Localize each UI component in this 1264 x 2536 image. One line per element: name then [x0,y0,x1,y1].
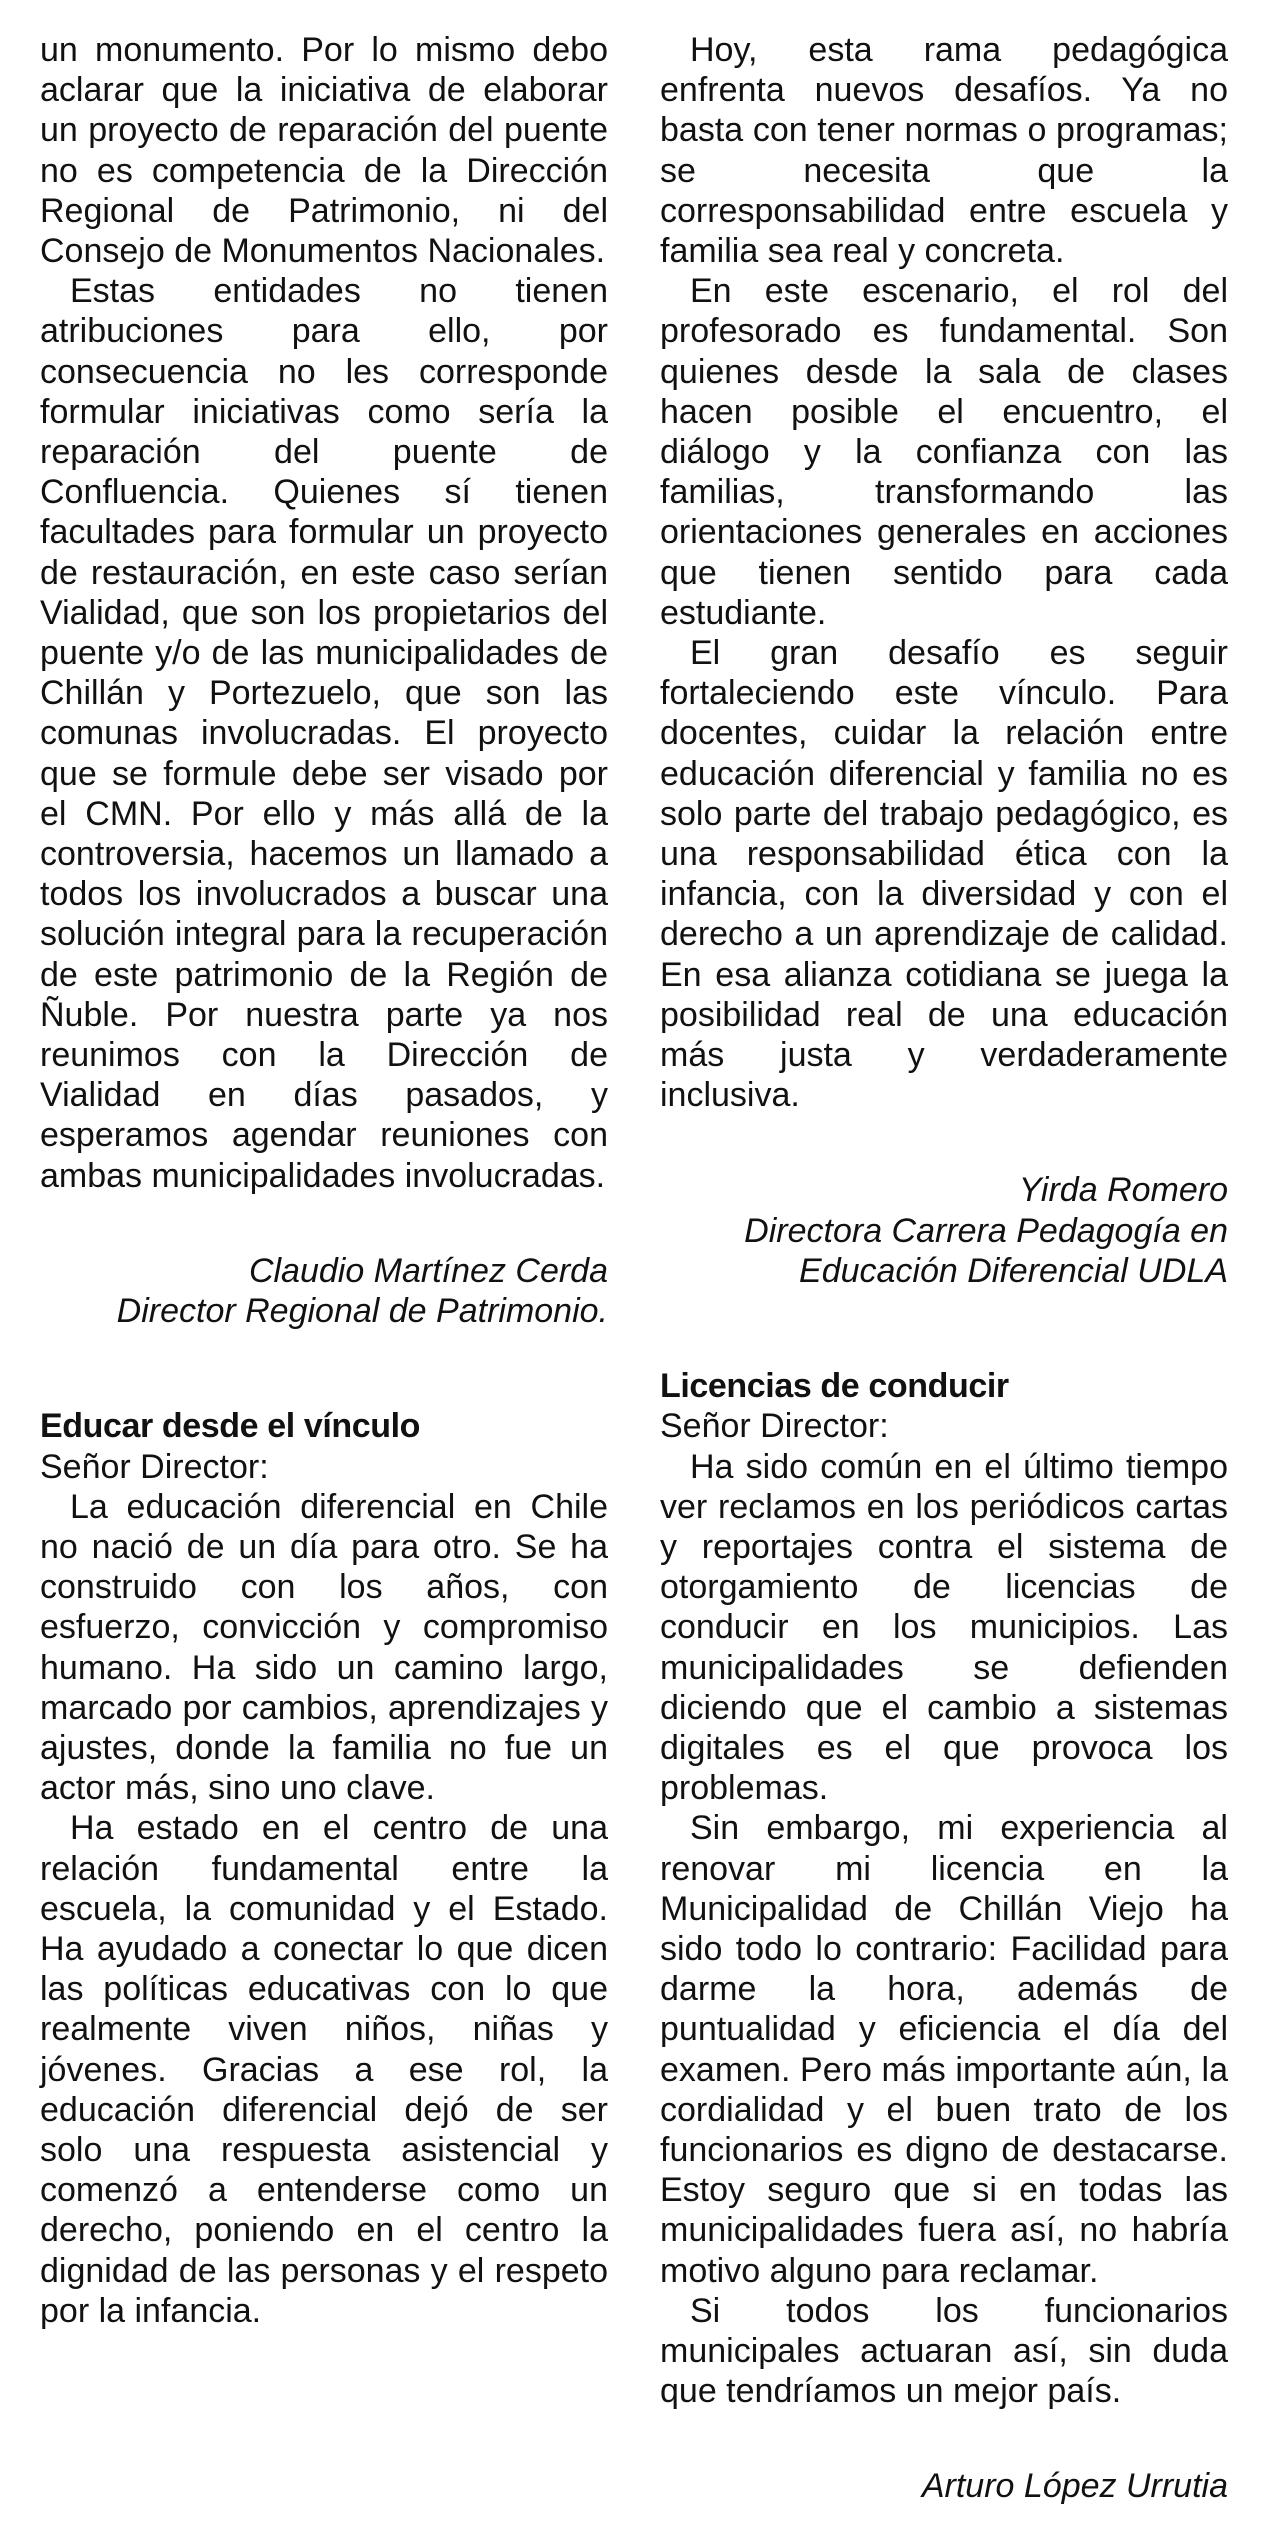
signature-name: Claudio Martínez Cerda [248,1251,608,1290]
spacer [660,1115,1228,1170]
letter-paragraph: El gran desafío es seguir fortaleciendo este vínculo. Para docentes, cuidar la relación entre educación diferencial y familia no es solo parte del trabajo pedagógico, es una responsabilidad ética con la infancia, con la diversidad y con el derecho a un aprendizaje de calidad. En esa alianza cotidiana se juega la posibilidad real de una educación más justa y verdaderamente inclusiva. [660,634,1228,1115]
spacer [660,2411,1228,2466]
letter-paragraph: La educación diferencial en Chile no nació de un día para otro. Se ha construido con los años, con esfuerzo, convicción y compromiso humano. Ha sido un camino largo, marcado por cambios, aprendizajes y ajustes, donde la familia no fue un actor más, sino uno clave. [40,1487,608,1808]
signature-title: Directora Carrera Pedagogía en [744,1211,1228,1250]
letter-paragraph: Estas entidades no tienen atribuciones para ello, por consecuencia no les corresponde formular iniciativas como sería la reparación del puente de Confluencia. Quienes sí tienen facultades para formular un proyecto de restauración, en este caso serían Vialidad, que son los propietarios del puente y/o de las municipalidades de Chillán y Portezuelo, que son las comunas involucradas. El proyecto que se formule debe ser visado por el CMN. Por ello y más allá de la controversia, hacemos un llamado a todos los involucrados a buscar una solución integral para la recuperación de este patrimonio de la Región de Ñuble. Por nuestra parte ya nos reunimos con la Dirección de Vialidad en días pasados, y esperamos agendar reuniones con ambas municipalidades involucradas. [40,272,608,1195]
letter-headline: Educar desde el vínculo [40,1407,421,1446]
letter-paragraph: Sin embargo, mi experiencia al renovar mi licencia en la Municipalidad de Chillán Viejo ha sido todo lo contrario: Facilidad para darme la hora, además de puntualidad y eficiencia el día del examen. Pero más importante aún, la cordialidad y el buen trato de los funcionarios es digno de destacarse. Estoy seguro que si en todas las municipalidades fuera así, no habría motivo alguno para reclamar. [660,1809,1228,2290]
spacer [660,1291,1228,1366]
letter-paragraph: En este escenario, el rol del profesorado es fundamental. Son quienes desde la sala de clases hacen posible el encuentro, el diálogo y la confianza con las familias, transformando las orientaciones generales en acciones que tienen sentido para cada estudiante. [660,272,1228,632]
salutation: Señor Director: [40,1447,269,1486]
salutation: Señor Director: [660,1407,889,1446]
letter-paragraph: Hoy, esta rama pedagógica enfrenta nuevos desafíos. Ya no basta con tener normas o programas; se necesita que la corresponsabilidad entre escuela y familia sea real y concreta. [660,31,1228,271]
spacer [40,1331,608,1406]
letter-paragraph: Ha estado en el centro de una relación fundamental entre la escuela, la comunidad y el Estado. Ha ayudado a conectar lo que dicen las políticas educativas con lo que realmente viven niños, niñas y jóvenes. Gracias a ese rol, la educación diferencial dejó de ser solo una respuesta asistencial y comenzó a entenderse como un derecho, poniendo en el centro la dignidad de las personas y el respeto por la infancia. [40,1809,608,2330]
signature-name: Yirda Romero [1018,1171,1228,1210]
left-column [40,30,608,2331]
spacer [40,1196,608,1251]
letter-paragraph: Si todos los funcionarios municipales actuaran así, sin duda que tendríamos un mejor país. [660,2291,1228,2411]
signature-name: Arturo López Urrutia [921,2467,1228,2506]
signature-title: Educación Diferencial UDLA [799,1251,1228,1290]
signature-title: Director Regional de Patrimonio. [116,1292,608,1331]
letter-paragraph: Ha sido común en el último tiempo ver reclamos en los periódicos cartas y reportajes contra el sistema de otorgamiento de licencias de conducir en los municipios. Las municipalidades se defienden diciendo que el cambio a sistemas digitales es el que provoca los problemas. [660,1447,1228,1808]
letter-headline: Licencias de conducir [660,1367,1009,1406]
letter-paragraph: un monumento. Por lo mismo debo aclarar que la iniciativa de elaborar un proyecto de reparación del puente no es competencia de la Dirección Regional de Patrimonio, ni del Consejo de Monumentos Nacionales. [40,31,608,271]
right-column [660,30,1228,2507]
